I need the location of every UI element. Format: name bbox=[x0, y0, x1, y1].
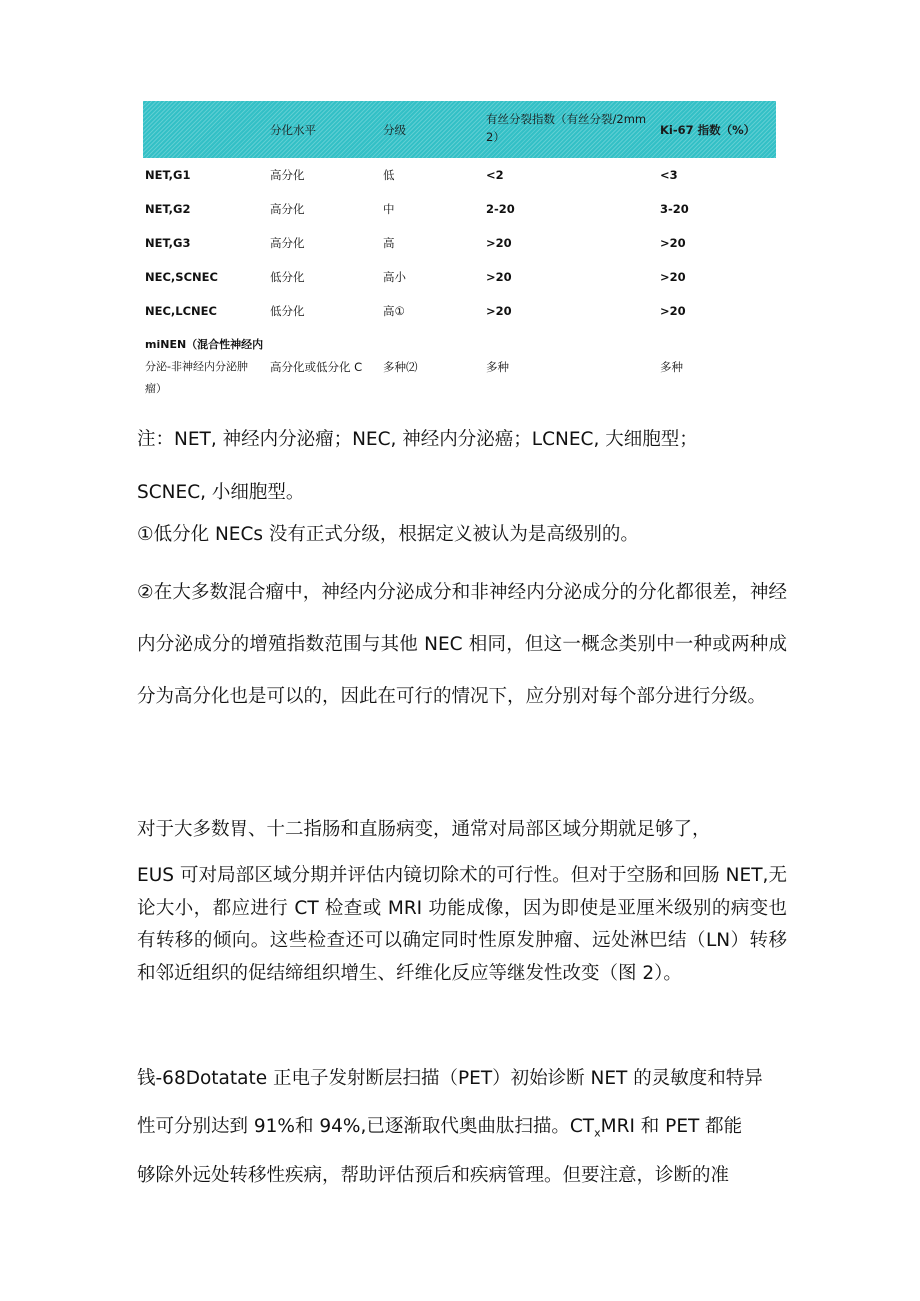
table-row bbox=[143, 158, 776, 192]
table-note-line1: 注：NET, 神经内分泌瘤；NEC, 神经内分泌癌；LCNEC, 大细胞型； bbox=[137, 429, 698, 450]
cell-grade: 高① bbox=[383, 304, 405, 318]
table-note-1: ①低分化 NECs 没有正式分级，根据定义被认为是高级别的。 bbox=[137, 524, 639, 545]
cell-type-line3: 瘤） bbox=[145, 382, 167, 395]
para3-line2-b: MRI 和 PET 都能 bbox=[600, 1116, 743, 1137]
table-row bbox=[143, 260, 776, 294]
table-note-2: ②在大多数混合瘤中，神经内分泌成分和非神经内分泌成分的分化都很差，神经内分泌成分的增殖指数范围与其他 NEC 相同，但这一概念类别中一种或两种成分为高分化也是可以的，因此在可行的情况下，应分别对每个部分进行分级。 bbox=[137, 582, 787, 707]
para3-line2-a: 性可分别达到 91%和 94%,已逐渐取代奥曲肽扫描。CT bbox=[137, 1116, 595, 1137]
paragraph-3-line1: 钱-68Dotatate 正电子发射断层扫描（PET）初始诊断 NET 的灵敏度和特异 bbox=[137, 1068, 763, 1089]
cell-ki67: 多种 bbox=[660, 360, 683, 374]
cell-type: NEC,SCNEC bbox=[145, 270, 218, 284]
cell-type bbox=[145, 334, 263, 400]
cell-ki67: >20 bbox=[660, 236, 686, 250]
header-differentiation: 分化水平 bbox=[270, 123, 316, 137]
cell-diff: 低分化 bbox=[270, 270, 305, 284]
cell-grade: 多种⑵ bbox=[383, 360, 418, 374]
paragraph-2: EUS 可对局部区域分期并评估内镜切除术的可行性。但对于空肠和回肠 NET,无论大小，都应进行 CT 检查或 MRI 功能成像，因为即使是亚厘米级别的病变也有转移的倾向。这些检查还可以确定同时性原发肿瘤、远处淋巴结（LN）转移和邻近组织的促结缔组织增生、纤维化反应等继发性改变（图 2）。 bbox=[137, 865, 787, 984]
cell-diff: 高分化 bbox=[270, 202, 305, 216]
header-mitotic-line1: 有丝分裂指数（有丝分裂/2mm bbox=[486, 112, 647, 126]
cell-ki67: >20 bbox=[660, 270, 686, 284]
cell-type-line1: miNEN（混合性神经内 bbox=[145, 338, 264, 351]
cell-ki67: 3-20 bbox=[660, 202, 689, 216]
cell-type-line2: 分泌-非神经内分泌肿 bbox=[145, 360, 248, 373]
cell-grade: 高小 bbox=[383, 270, 406, 284]
cell-type: NEC,LCNEC bbox=[145, 304, 217, 318]
header-grade: 分级 bbox=[383, 123, 406, 137]
header-mitotic-index bbox=[486, 110, 656, 146]
header-mitotic-line2: 2） bbox=[486, 130, 505, 144]
cell-grade: 高 bbox=[383, 236, 395, 250]
cell-mitotic: 2-20 bbox=[486, 202, 515, 216]
paragraph-1: 对于大多数胃、十二指肠和直肠病变，通常对局部区域分期就足够了， bbox=[137, 819, 711, 840]
header-ki67: Ki-67 指数（%） bbox=[660, 123, 756, 137]
cell-type: NET,G2 bbox=[145, 202, 191, 216]
cell-grade: 低 bbox=[383, 168, 395, 182]
cell-grade: 中 bbox=[383, 202, 395, 216]
table-row bbox=[143, 294, 776, 328]
table-row bbox=[143, 226, 776, 260]
paragraph-3-line3: 够除外远处转移性疾病，帮助评估预后和疾病管理。但要注意，诊断的准 bbox=[137, 1165, 730, 1186]
cell-type: NET,G1 bbox=[145, 168, 191, 182]
table-row bbox=[143, 328, 776, 410]
cell-mitotic: >20 bbox=[486, 304, 512, 318]
cell-diff: 低分化 bbox=[270, 304, 305, 318]
cell-mitotic: >20 bbox=[486, 236, 512, 250]
cell-diff: 高分化或低分化 C bbox=[270, 360, 363, 374]
cell-diff: 高分化 bbox=[270, 168, 305, 182]
table-header-row bbox=[143, 101, 776, 158]
cell-mitotic: <2 bbox=[486, 168, 504, 182]
table-note-line2: SCNEC, 小细胞型。 bbox=[137, 482, 305, 503]
cell-mitotic: >20 bbox=[486, 270, 512, 284]
cell-diff: 高分化 bbox=[270, 236, 305, 250]
para3-line2-sub: x bbox=[594, 1126, 601, 1140]
cell-mitotic: 多种 bbox=[486, 360, 509, 374]
table-row bbox=[143, 192, 776, 226]
paragraph-3-line2 bbox=[137, 1112, 787, 1140]
cell-type: NET,G3 bbox=[145, 236, 191, 250]
grading-table bbox=[143, 101, 776, 410]
cell-ki67: >20 bbox=[660, 304, 686, 318]
cell-ki67: <3 bbox=[660, 168, 678, 182]
